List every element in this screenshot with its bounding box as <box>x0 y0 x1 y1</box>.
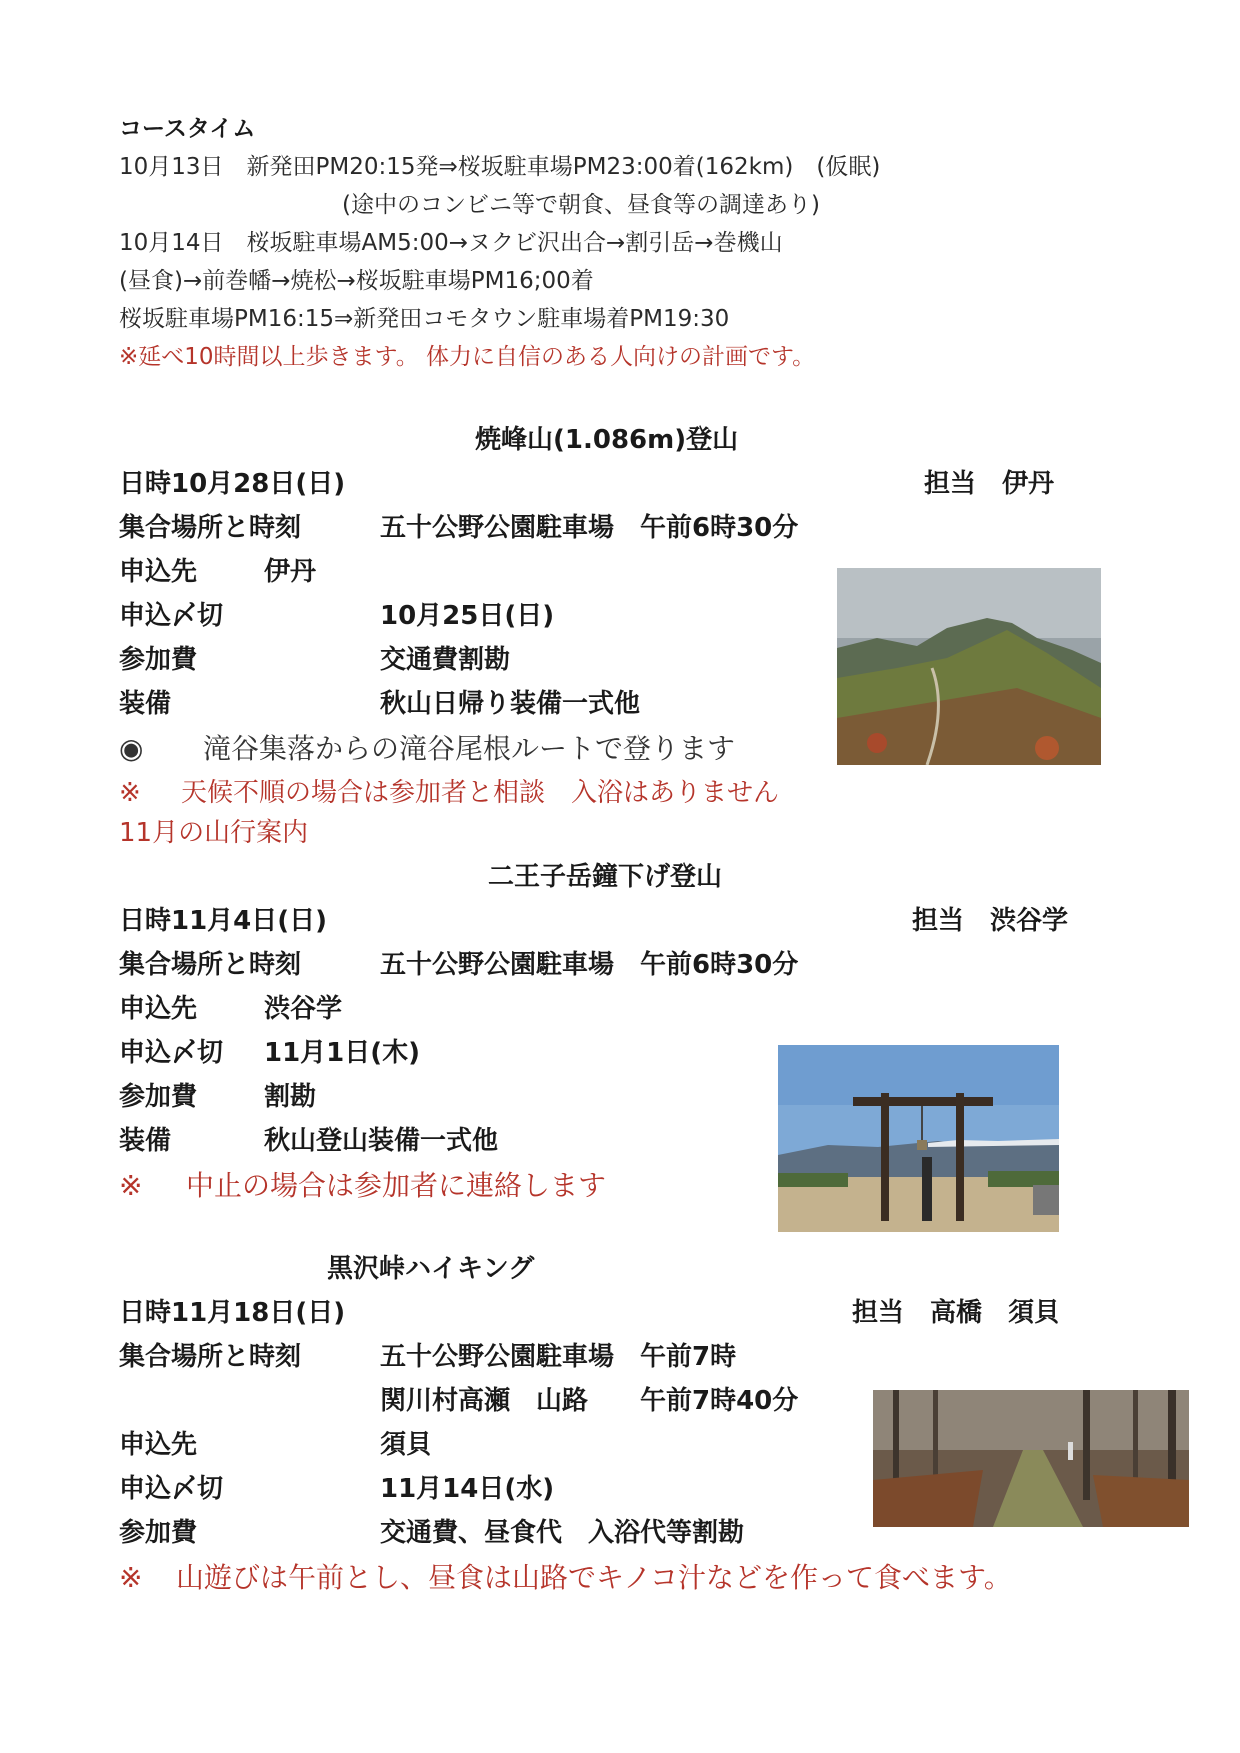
hike2-note-text: 中止の場合は参加者に連絡します <box>186 1169 607 1202</box>
forest-path-photo <box>873 1390 1189 1527</box>
course-line-2: (途中のコンビニ等で朝食、昼食等の調達あり) <box>342 192 820 218</box>
hike3-leader: 担当 高橋 須貝 <box>852 1298 1061 1328</box>
hike2-fee-value: 割勘 <box>264 1082 317 1112</box>
hike1-apply-label: 申込先 <box>119 557 198 587</box>
hike3-fee-label: 参加費 <box>119 1518 198 1548</box>
november-heading: 11月の山行案内 <box>119 818 309 848</box>
hike1-note-mark: ※ <box>119 778 141 808</box>
hike2-meet-value: 五十公野公園駐車場 午前6時30分 <box>380 950 799 980</box>
hike1-bullet-mark: ◉ <box>119 732 144 765</box>
hike2-note-mark: ※ <box>119 1169 143 1202</box>
hike2-meet-label: 集合場所と時刻 <box>119 950 302 980</box>
hike1-meet-label: 集合場所と時刻 <box>119 513 302 543</box>
course-line-5: 桜坂駐車場PM16:15⇒新発田コモタウン駐車場着PM19:30 <box>119 306 730 332</box>
hike1-fee-label: 参加費 <box>119 645 198 675</box>
hike1-meet-value: 五十公野公園駐車場 午前6時30分 <box>380 513 799 543</box>
hike3-meet-label: 集合場所と時刻 <box>119 1342 302 1372</box>
hike3-meet-value: 五十公野公園駐車場 午前7時 <box>380 1342 737 1372</box>
hike1-note-text: 天候不順の場合は参加者と相談 入浴はありません <box>181 778 780 808</box>
hike1-date: 日時10月28日(日) <box>119 469 346 499</box>
hike3-deadline-label: 申込〆切 <box>119 1474 224 1504</box>
hike3-title: 黒沢峠ハイキング <box>327 1254 535 1284</box>
hike2-deadline-value: 11月1日(木) <box>264 1038 421 1068</box>
course-line-4: (昼食)→前巻幡→焼松→桜坂駐車場PM16;00着 <box>119 268 594 294</box>
hike2-title: 二王子岳鐘下げ登山 <box>488 862 723 892</box>
hike1-title: 焼峰山(1.086m)登山 <box>475 425 739 455</box>
course-note: ※延べ10時間以上歩きます。 体力に自信のある人向けの計画です。 <box>119 344 816 370</box>
hike3-note-text: 山遊びは午前とし、昼食は山路でキノコ汁などを作って食べます。 <box>176 1561 1012 1594</box>
hike3-note-mark: ※ <box>119 1561 143 1594</box>
hike3-meet-value-2: 関川村高瀬 山路 午前7時40分 <box>380 1386 799 1416</box>
hike3-date: 日時11月18日(日) <box>119 1298 346 1328</box>
hike1-gear-label: 装備 <box>119 689 172 719</box>
hike2-gear-label: 装備 <box>119 1126 172 1156</box>
hike1-bullet-text: 滝谷集落からの滝谷尾根ルートで登ります <box>203 732 736 765</box>
hike2-leader: 担当 渋谷学 <box>912 906 1069 936</box>
course-line-1: 10月13日 新発田PM20:15発⇒桜坂駐車場PM23:00着(162km) (仮眠) <box>119 154 881 180</box>
bell-gate-photo <box>778 1045 1059 1232</box>
hike1-apply-value: 伊丹 <box>264 557 317 587</box>
hike2-apply-value: 渋谷学 <box>264 994 343 1024</box>
hike2-apply-label: 申込先 <box>119 994 198 1024</box>
hike2-fee-label: 参加費 <box>119 1082 198 1112</box>
hike2-gear-value: 秋山登山装備一式他 <box>264 1126 499 1156</box>
hike1-gear-value: 秋山日帰り装備一式他 <box>380 689 641 719</box>
course-heading: コースタイム <box>119 116 256 142</box>
hike1-deadline-value: 10月25日(日) <box>380 601 555 631</box>
hike3-apply-value: 須貝 <box>380 1430 433 1460</box>
hike2-date: 日時11月4日(日) <box>119 906 328 936</box>
hike1-deadline-label: 申込〆切 <box>119 601 224 631</box>
hike3-fee-value: 交通費、昼食代 入浴代等割勘 <box>380 1518 745 1548</box>
course-line-3: 10月14日 桜坂駐車場AM5:00→ヌクビ沢出合→割引岳→巻機山 <box>119 230 783 256</box>
hike3-apply-label: 申込先 <box>119 1430 198 1460</box>
ridge-photo <box>837 568 1101 765</box>
hike1-leader: 担当 伊丹 <box>924 469 1055 499</box>
hike3-deadline-value: 11月14日(水) <box>380 1474 555 1504</box>
hike2-deadline-label: 申込〆切 <box>119 1038 224 1068</box>
hike1-fee-value: 交通費割勘 <box>380 645 511 675</box>
